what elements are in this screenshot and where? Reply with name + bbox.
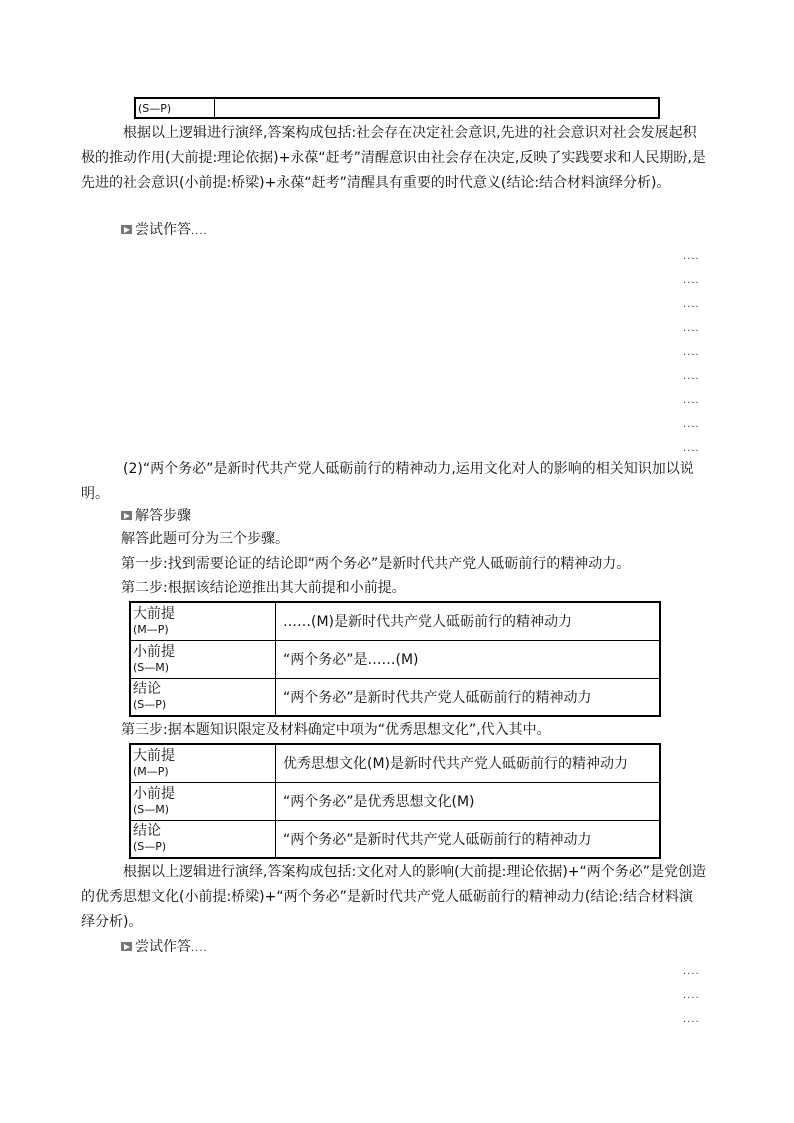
question-2: (2)“两个务必”是新时代共产党人砥砺前行的精神动力,运用文化对人的影响的相关知识加以说明。	[81, 461, 694, 502]
answer-line-dots: ....	[683, 275, 700, 286]
top-table-empty-cell	[215, 98, 660, 118]
answer-line-dots: ....	[683, 419, 700, 430]
row-sub: (S—P)	[133, 840, 167, 854]
answer-line-dots: ....	[683, 251, 700, 262]
answer-line-dots: ....	[683, 299, 700, 310]
top-table	[134, 97, 660, 119]
answer-line-dots: ....	[683, 371, 700, 382]
answer-line-dots: ....	[683, 966, 700, 977]
table-row	[130, 782, 660, 820]
row-content: ……(M)是新时代共产党人砥砺前行的精神动力	[276, 602, 661, 640]
steps-heading	[121, 506, 191, 526]
row-label: 小前提	[133, 785, 175, 802]
row-content: “两个务必”是优秀思想文化(M)	[276, 782, 661, 820]
row-sub: (M—P)	[133, 622, 169, 636]
row-content: “两个务必”是新时代共产党人砥砺前行的精神动力	[276, 820, 661, 858]
table-row	[130, 640, 660, 678]
answer-line-dots: ....	[683, 990, 700, 1001]
paragraph-2: 根据以上逻辑进行演绎,答案构成包括:文化对人的影响(大前提:理论依据)+“两个务必”是党创造的优秀思想文化(小前提:桥梁)+“两个务必”是新时代共产党人砥砺前行的精神动力(结论:结合材料演绎分析)。	[81, 864, 707, 930]
row-sub: (S—P)	[133, 698, 167, 712]
table-row	[130, 744, 660, 782]
answer-line-dots: ....	[683, 347, 700, 358]
row-label: 大前提	[133, 747, 175, 764]
try-answer-label: 尝试作答	[135, 222, 191, 238]
try-answer-heading-2	[121, 937, 208, 959]
try-answer-heading-1	[121, 220, 208, 242]
row-label: 大前提	[133, 605, 175, 622]
row-sub: (S—M)	[133, 660, 170, 674]
play-icon	[121, 225, 132, 234]
try-answer-label: 尝试作答	[135, 939, 191, 955]
answer-line-dots: ....	[683, 395, 700, 406]
syllogism-table-1	[129, 601, 661, 717]
step-2: 第二步:根据该结论逆推出其大前提和小前提。	[121, 580, 406, 596]
row-label: 小前提	[133, 643, 175, 660]
row-content: “两个务必”是新时代共产党人砥砺前行的精神动力	[276, 678, 661, 716]
try-answer-dots: ....	[191, 226, 208, 237]
table-row	[130, 678, 660, 716]
step-1: 第一步:找到需要论证的结论即“两个务必”是新时代共产党人砥砺前行的精神动力。	[121, 556, 631, 572]
answer-line-dots: ....	[683, 323, 700, 334]
top-table-cell: (S—P)	[135, 98, 215, 118]
row-content: 优秀思想文化(M)是新时代共产党人砥砺前行的精神动力	[276, 744, 661, 782]
row-sub: (M—P)	[133, 764, 169, 778]
step-3: 第三步:据本题知识限定及材料确定中项为“优秀思想文化”,代入其中。	[121, 722, 551, 738]
answer-line-dots: ....	[683, 1014, 700, 1025]
play-icon	[121, 942, 132, 951]
answer-line-dots: ....	[683, 443, 700, 454]
table-row	[130, 820, 660, 858]
play-icon	[121, 511, 132, 520]
steps-heading-label: 解答步骤	[135, 508, 191, 524]
row-sub: (S—M)	[133, 802, 170, 816]
row-label: 结论	[133, 681, 161, 698]
row-label: 结论	[133, 823, 161, 840]
paragraph-1: 根据以上逻辑进行演绎,答案构成包括:社会存在决定社会意识,先进的社会意识对社会发展起积极的推动作用(大前提:理论依据)+永葆“赶考”清醒意识由社会存在决定,反映了实践要求和人民期盼,是先进的社会意识(小前提:桥梁)+永葆“赶考”清醒具有重要的时代意义(结论:结合材料演绎分析)。	[81, 125, 706, 191]
row-content: “两个务必”是……(M)	[276, 640, 661, 678]
steps-intro: 解答此题可分为三个步骤。	[121, 531, 289, 547]
try-answer-dots: ....	[191, 943, 208, 954]
table-row	[130, 602, 660, 640]
syllogism-table-2	[129, 743, 661, 859]
